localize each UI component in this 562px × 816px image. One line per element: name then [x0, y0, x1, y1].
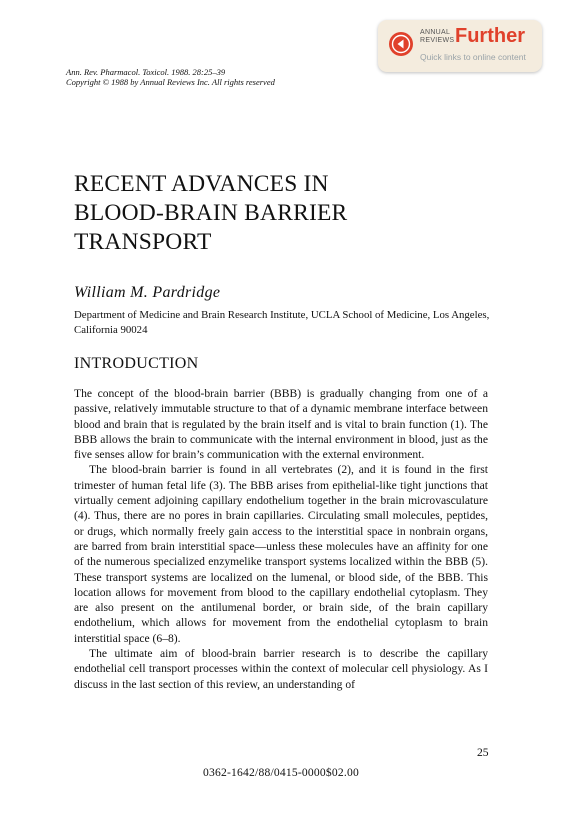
- title-line-2: BLOOD-BRAIN BARRIER: [74, 200, 348, 226]
- title-line-3: TRANSPORT: [74, 229, 212, 255]
- badge-subtitle: Quick links to online content: [420, 52, 526, 62]
- article-title: [74, 170, 347, 257]
- issn-code: 0362-1642/88/0415-0000$02.00: [203, 766, 359, 779]
- section-heading: INTRODUCTION: [74, 355, 199, 372]
- play-back-icon: [388, 31, 414, 57]
- badge-annual: ANNUAL: [420, 29, 451, 36]
- badge-reviews: REVIEWS: [420, 37, 455, 44]
- author-affiliation: Department of Medicine and Brain Research Institute, UCLA School of Medicine, Los Angeles, California 90024: [74, 309, 490, 336]
- badge-annual-reviews: [420, 29, 454, 45]
- journal-citation: [66, 67, 275, 87]
- paragraph: The ultimate aim of blood-brain barrier research is to describe the capillary endothelial cell transport processes within the context of molecular cell physiology. As I discuss in the last section of this review, an understanding of: [74, 647, 488, 691]
- paragraph: The blood-brain barrier is found in all vertebrates (2), and it is found in the first trimester of human fetal life (3). The BBB arises from epithelial-like tight junctions that virtually cement adjoining capillary endothelium together in the brain microvasculature (4). Thus, there are no pores in brain capillaries. Circulating small molecules, peptides, or drugs, which normally freely gain access to the interstitial space in nonbrain organs, are barred from brain interstitial space—unless these molecules have an affinity for one of the numerous specialized enzymelike transport systems localized within the BBB (5). These transport systems are localized on the lumenal, or blood side, of the BBB. This location allows for movement from blood to the capillary endothelial cytoplasm. They are also present on the antilumenal border, or brain side, of the brain capillary endothelium, which allows for movement from the endothelial cytoplasm to brain interstitial space (6–8).: [74, 463, 488, 645]
- title-line-1: RECENT ADVANCES IN: [74, 171, 329, 197]
- citation-line-1: Ann. Rev. Pharmacol. Toxicol. 1988. 28:25–39: [66, 67, 226, 77]
- paragraph: The concept of the blood-brain barrier (BBB) is gradually changing from one of a passive, relatively immutable structure to that of a dynamic membrane interface between blood and brain that is regulated by the brain itself and is vital to brain function (1). The BBB allows the brain to communicate with the internal environment in blood, just as the five senses allow for brain’s communication with the external environment.: [74, 387, 488, 462]
- author-name: William M. Pardridge: [74, 284, 221, 301]
- page-number: 25: [477, 746, 489, 759]
- citation-line-2: Copyright © 1988 by Annual Reviews Inc. All rights reserved: [66, 77, 275, 87]
- body-text: [74, 386, 488, 692]
- further-badge[interactable]: [378, 20, 542, 72]
- badge-further-label: Further: [455, 25, 525, 47]
